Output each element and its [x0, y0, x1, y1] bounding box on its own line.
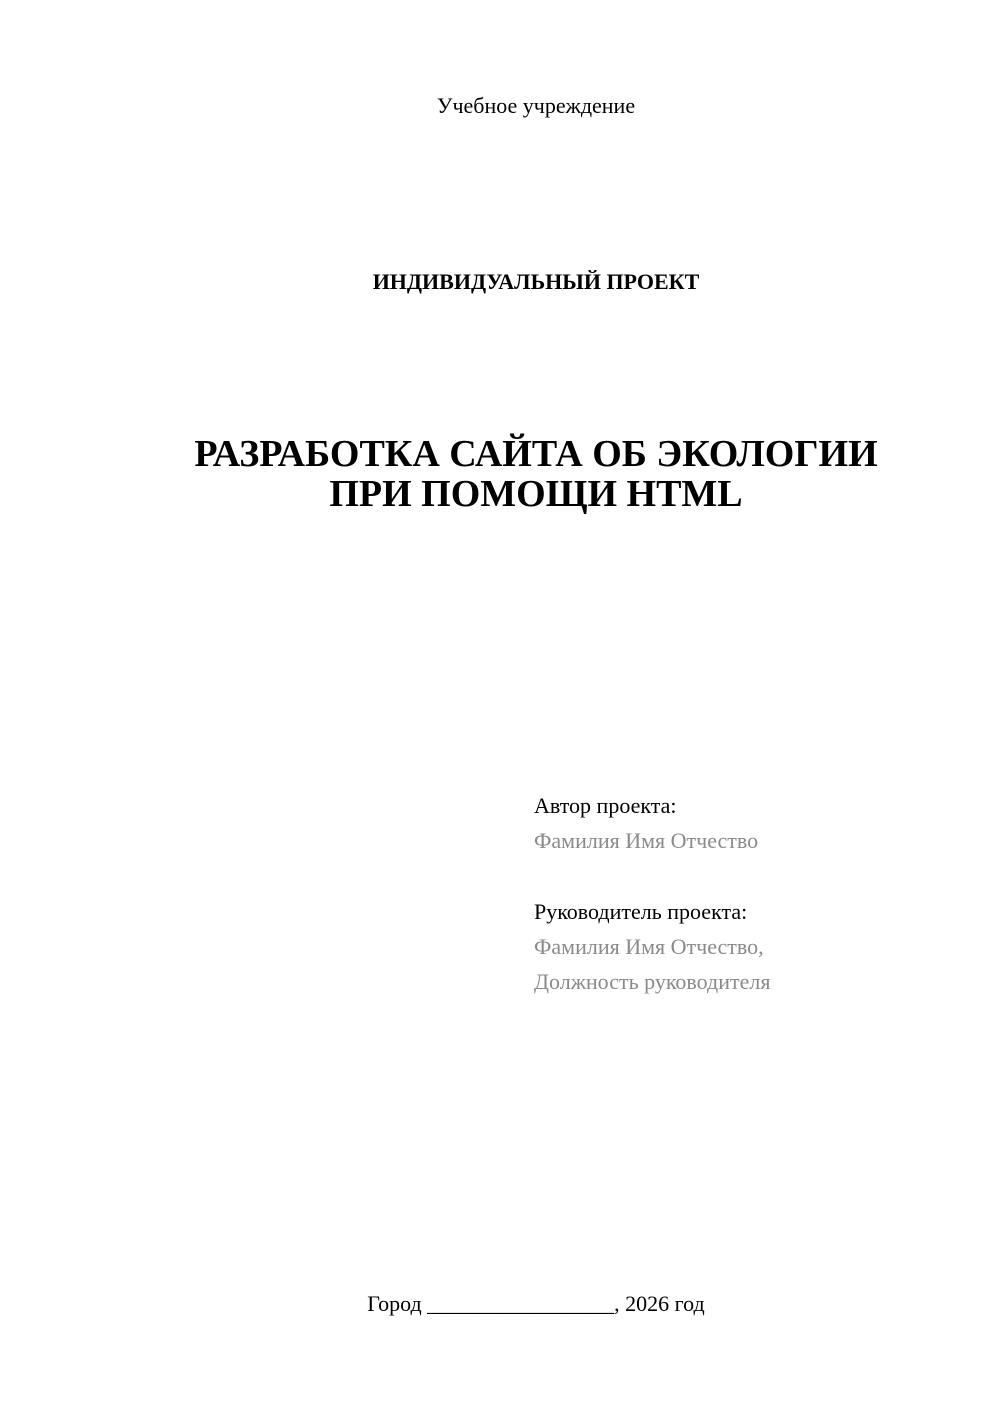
- project-type-heading: ИНДИВИДУАЛЬНЫЙ ПРОЕКТ: [372, 269, 700, 294]
- author-label: Автор проекта:: [534, 793, 677, 818]
- author-name: Фамилия Имя Отчество: [534, 828, 759, 853]
- institution-name: Учебное учреждение: [436, 93, 636, 118]
- project-title: [0, 434, 1000, 514]
- project-info-block: [534, 788, 770, 999]
- project-title-line-1: РАЗРАБОТКА САЙТА ОБ ЭКОЛОГИИ: [194, 433, 878, 475]
- city-year-line: Город _________________, 2026 год: [367, 1291, 705, 1316]
- supervisor-name: Фамилия Имя Отчество,: [534, 934, 764, 959]
- supervisor-label: Руководитель проекта:: [534, 899, 748, 924]
- project-title-line-2: ПРИ ПОМОЩИ HTML: [329, 473, 743, 515]
- info-spacer: [534, 858, 770, 894]
- supervisor-position: Должность руководителя: [534, 969, 771, 994]
